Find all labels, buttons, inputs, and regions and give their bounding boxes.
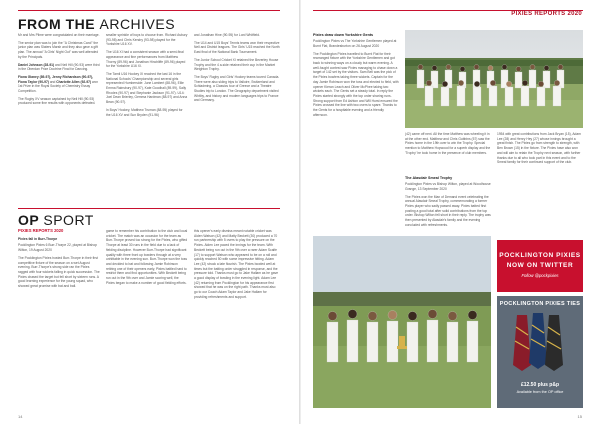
story2-heading: The Alasdair Smeal Trophy bbox=[405, 176, 453, 180]
archives-title bbox=[18, 16, 175, 32]
archive-name: Daniel Johnson (28-91) bbox=[18, 62, 55, 67]
op-paragraph: this opener's early dismiss meant notable cricket was Aiden Watson (42) and Matty Beckett (30) produced a 70 run partnership with 5 overs to play the pressure on the Pixies. Aiden Lee paced the innings for the team. With Beckett being run out in the 9th over a rarer Adam Scaife (17) to support Watson who appeared to be on a roll and quickly reached 50 with some impressive hitting. Adam Lee (42) struck a late flourish. The Pixies bowled well at times but the batting order struggled in response, and the pressure told. Thanks must go to Jake Hallam as he gave a good display of bowling in the evening light. Adam Lee (42) returning from Pocklington for his appearance first showed that he was on the right path. Thanks must also go to our Coach Adam Taylor and Jake Hallam for providing refreshments and support. bbox=[194, 229, 279, 299]
story1-column-2 bbox=[405, 132, 491, 172]
op-title-bold: OP bbox=[18, 212, 39, 228]
story2-meta: Pocklington Pixies vs Bishop Wilton, played at Woodhouse Grange, 13 September 2020 bbox=[405, 182, 491, 191]
archive-name: Fiona Glaney (89-97), Jenny Richardson (90-97), Fiona Taylor (90-97) bbox=[18, 74, 94, 84]
story1-column-1 bbox=[313, 33, 399, 213]
op-paragraph: The Pocklington Pixies hosted Burr-Thorpe in their first competitive fixture of the season on a wet August evening. Burr-Thorpe's strong side ran the Pixies ragged with four wickets falling in quick succession. The Pixies chased the target but fell short by sixteen runs. A good learning experience for the young squad, who showed great promise with bat and ball. bbox=[18, 255, 100, 289]
cricket-photo-image bbox=[405, 30, 583, 128]
left-page bbox=[0, 0, 299, 424]
archive-paragraph: smaller sprinkle of boys to choose from. Richard Asbury (93-98) and Chris Kendry (93-98) played for the Yorkshire U16 XV. bbox=[106, 33, 188, 47]
story2-paragraph: The Pixies won the Man of Demand event celebrating the annual Alasdair Smeal Trophy, commemorating a former Pixies player who sadly passed away. Pixies batted first posting a good total after solid contributions from the top order. Bishop Wilton fell short in their reply. The trophy was then presented by Alasdair's family and the evening concluded with refreshments. bbox=[405, 194, 491, 227]
trophy-presentation-photo bbox=[313, 236, 491, 408]
story1-meta: Pocklington Pixies vs The Yorkshire Gentlemen played at Burnt Flat, Brandesburton on 26 August 2020 bbox=[313, 39, 397, 48]
right-page bbox=[301, 0, 600, 424]
archive-column-1 bbox=[18, 33, 100, 205]
archive-column-3 bbox=[194, 33, 280, 205]
archive-paragraph: and Jonathan Hine (90-95) for Lord Whitfield. bbox=[194, 33, 260, 37]
op-title-thin: SPORT bbox=[43, 212, 94, 228]
op-subheading: Pixies fall in Burr-Thorpe bbox=[18, 236, 58, 241]
op-column-3 bbox=[194, 229, 280, 409]
archive-text: won 1st Prize in the Royal Society of Chemistry Essay Competition. bbox=[18, 79, 99, 94]
archive-paragraph: The Rugby XV season captained by Neil Hill (90-93) produced some fine results with opponents defeated. bbox=[18, 96, 96, 106]
archive-text: and Neil Hill (90-93) were third in the Oberdan Prize Doctrine Final for Dancing. bbox=[18, 62, 100, 72]
op-column-2 bbox=[106, 229, 188, 409]
archive-paragraph: The senior plan was to join the "A Christmas Carol" the junior plan was Slaters Marsh and they also gave a gift plan. The annual "A Girls' Night Out" was well attended by the Principals. bbox=[18, 40, 99, 59]
archive-paragraph: The Boys' Rugby and Girls' Hockey teams toured Canada. There were also skiing trips to Valloire, Switzerland and Schladming, a Classics tour of Greece and a Theatre Studies trip to London. The Geography department visited Whitby, and history and modern languages trips to France and Germany. bbox=[194, 74, 280, 103]
archive-paragraph: The Junior School Cricket XI retained the Beverley House Trophy and the 4 a-side retained their cup in the Market Weighton Trophy. bbox=[194, 57, 279, 72]
archive-paragraph: The U16 XI had a consistent season with a semi-final appearance and fine performances from Matthew Thorny (89-96) and Jonathan Hinchliffe (89-96) played for the Yorkshire U16 XI. bbox=[106, 50, 186, 69]
ties-promo-title: POCKLINGTON PIXIES TIES bbox=[499, 301, 581, 307]
mid-rule bbox=[18, 208, 280, 209]
story3-column bbox=[497, 132, 583, 236]
op-column-1 bbox=[18, 229, 100, 409]
twitter-promo-line2: NOW ON TWITTER bbox=[506, 262, 574, 269]
twitter-promo[interactable] bbox=[497, 240, 583, 292]
top-rule bbox=[18, 10, 280, 11]
twitter-promo-handle[interactable]: Follow @pockpixies bbox=[521, 273, 559, 278]
ties-promo-price: £12.50 plus p&p bbox=[520, 382, 560, 388]
archives-title-thin: ARCHIVES bbox=[99, 16, 176, 32]
archive-paragraph bbox=[18, 75, 100, 94]
op-paragraph: game to remember his contribution to the club and local cricket. The match was an occasion for the team as Burr-Thorpe proved too strong for the Pixies, who gifted Thorpe at least 30 runs in the field due to a lack of fielding discipline. However Burr-Thorpe had significant quality with three front up bowlers through at a very unhittable in the evening sun. Burr-Thorpe won the toss and decided to bat and following Jamie Robinson retiring one of their openers early, Pixies battled hard to restrict them and find opportunities. With Beckett being run out in the 9th over and Jamie scoring well, the Pixies began to make a number of good fielding efforts. bbox=[106, 229, 188, 285]
ties-promo[interactable] bbox=[497, 296, 583, 408]
story2-column bbox=[405, 176, 491, 236]
archive-text: and bbox=[48, 79, 57, 84]
archive-paragraph: The U14 and U15 Boys' Tennis teams won their respective Nell and District leagues. The Girls' U15 reached the North East final of the National Bank Tournament. bbox=[194, 40, 280, 55]
archive-paragraph: In Boys' Hockey, Matthew Truman (88-95) played for the U16 XV and Sun Bryden (91-96) bbox=[106, 107, 183, 117]
archive-column-2 bbox=[106, 33, 188, 205]
page-number-left: 14 bbox=[18, 414, 23, 419]
archive-paragraph: The Tamil U16 Hockey XI reached the last 16 in the National Schools' Championship and several girls represented Humberside: June Lambert (88-96), Ellie Emma Rainsbury (90-97), Kate Goodhall (89-99), Sally Rhodes (90-97) and Stephanie Jackson (91-97). U14: Joel Dean Brierley, Gemma Hardman (88-97) and Anna Bean (90-97). bbox=[106, 71, 188, 105]
op-meta: Pocklington Pixies 6 Burr-Thorpe 22, played at Bishop Wilton, 19 August 2020 bbox=[18, 243, 97, 253]
archive-paragraph: Mr and Mrs Plime were congratulated on their marriage. bbox=[18, 33, 100, 37]
story1-heading: Pixies draw down Yorkshire Gents bbox=[313, 33, 374, 37]
archive-paragraph bbox=[18, 63, 100, 72]
story1-paragraph: (42) came off next. All the time Matthew was wheeling it in at the other end. Matthew and Chris Gubbins (57) saw the Pixies home in the 19th over to win the Trophy. Special mention to Matthew Hopwood for a superb display and the 'Trophy' he took home in the presence of club members. bbox=[405, 132, 491, 155]
story3-paragraph: 1954 with great contributions from Jack Bryan (15), Adam Lee (28) and Henry Hey (27) whose innings brought a great finish. The Pixies go from strength to strength, with Ben Brown (15) in the fixture. The Pixies have also won and will aim to retain the Trophy next season, with further thanks due to all who took part in this event and to the Smeal family for their continued support of the club. bbox=[497, 132, 581, 165]
archives-title-bold: FROM THE bbox=[18, 16, 96, 32]
cricket-team-photo bbox=[405, 30, 583, 128]
running-head: PIXIES REPORTS 2020 bbox=[511, 11, 582, 17]
page-number-right: 15 bbox=[577, 414, 582, 419]
story1-paragraph: The Pocklington Pixies travelled to Burnt Flat for their rearranged fixture with the Yorkshire Gentlemen and got back to winning ways on a cloudy but warm evening. A well-fought contest saw Pixies managing to chase down a target of 142 set by the visitors. Sam Bell was the pick of the Pixies bowlers taking three wickets. Captain for the day Jamie Robinson won the toss and elected to field, with opener Kieran Leach and Oliver McPhee taking two wickets each. The Gents set a steady total. In reply the Pixies started strongly with the top order sharing runs. Strong support from Ed Ashton and Will Hurst ensured the Pixies crossed the line with two overs to spare. Thanks to the Gents for a hospitable evening and a friendly afternoon. bbox=[313, 51, 399, 117]
trophy-photo-image bbox=[313, 236, 491, 408]
ties-image-icon bbox=[497, 311, 583, 373]
op-sport-title bbox=[18, 212, 94, 228]
op-heading: PIXIES REPORTS 2020 bbox=[18, 229, 64, 233]
archive-name: Charlotte Allen (92-97) bbox=[56, 79, 92, 84]
ties-promo-subtitle: Available from the OP office bbox=[516, 390, 564, 394]
twitter-promo-line1: POCKLINGTON PIXIES bbox=[499, 252, 581, 259]
